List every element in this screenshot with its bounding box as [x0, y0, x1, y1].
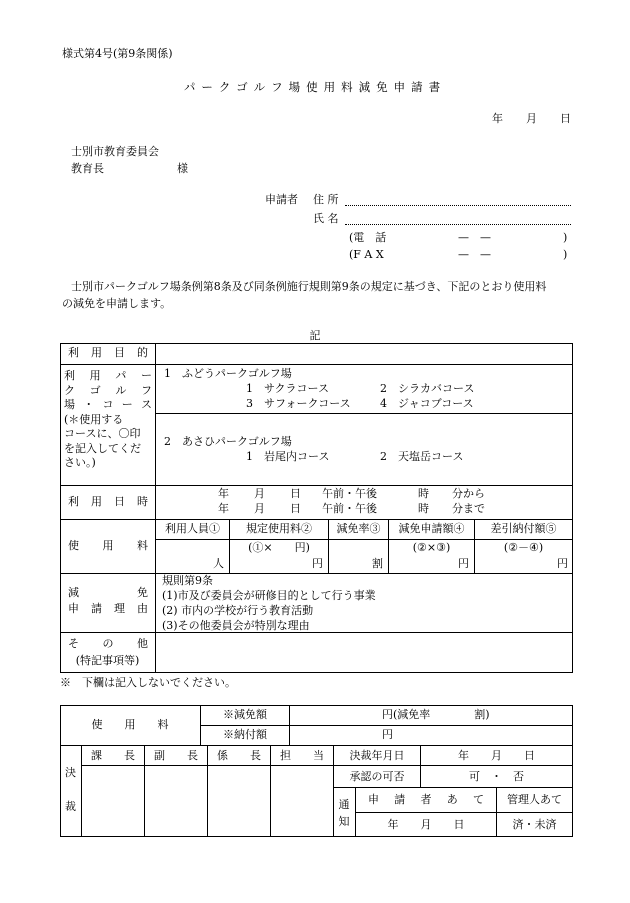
fee-unit-reduction: 円 [458, 557, 469, 570]
course-option-suffolk[interactable]: 3 サフォークコース [246, 397, 351, 410]
kessai-char-1: 決 [65, 766, 76, 779]
decision-date-value: 年 月 日 [458, 749, 535, 762]
purpose-label: 利 用 目 的 [68, 346, 148, 359]
addressee-org: 士別市教育委員会 [71, 145, 159, 158]
tel-close: ) [563, 231, 568, 244]
fee-header-reduction: 減免申請額④ [398, 522, 465, 535]
approval-value: 可 ・ 否 [469, 770, 524, 783]
position-fukucho: 副 長 [154, 749, 198, 762]
fee-header-payment: 差引納付額⑤ [490, 522, 557, 535]
addressee-person: 教育長 [71, 162, 104, 175]
reason-option-2[interactable]: (2) 市内の学校が行う教育活動 [162, 604, 314, 617]
dt-from-month: 月 [254, 487, 265, 500]
applicant-address-label: 住 所 [313, 193, 339, 206]
decision-date-label: 決裁年月日 [349, 749, 405, 762]
dt-from-hour: 時 [418, 487, 429, 500]
course-option-shirakaba[interactable]: 2 シラカバコース [380, 382, 475, 395]
reason-label-1: 減 免 [68, 586, 148, 599]
dt-to-min: 分まで [452, 502, 485, 515]
course-option-jacob[interactable]: 4 ジャコブコース [380, 397, 474, 410]
position-kakaricho: 係 長 [217, 749, 261, 762]
fee-unit-standard: 円 [312, 557, 323, 570]
applicant-name-label: 氏 名 [313, 212, 339, 225]
office-fee-label: 使 用 料 [91, 718, 169, 731]
reason-rule: 規則第9条 [162, 574, 213, 587]
course-option-teshiodake[interactable]: 2 天塩岳コース [380, 450, 464, 463]
notice-date: 年 月 日 [387, 818, 465, 831]
fee-header-persons: 利用人員① [165, 522, 220, 535]
reason-option-3[interactable]: (3)その他委員会が特別な理由 [162, 619, 310, 632]
reduction-amount-value: 円(減免率 割) [382, 708, 490, 721]
course-option-sakura[interactable]: 1 サクラコース [246, 382, 330, 395]
fee-unit-payment: 円 [557, 557, 568, 570]
fax-dash: — — [458, 248, 491, 261]
to-manager-label: 管理人あて [507, 793, 562, 806]
fudou-course-name: 1 ふどうパークゴルフ場 [164, 367, 292, 380]
kessai-char-2: 裁 [65, 800, 76, 813]
date-year: 年 [492, 112, 503, 125]
course-label-line: 利 用 パ ー [64, 369, 152, 382]
notice-char-1: 通 [338, 798, 350, 811]
date-month: 月 [526, 112, 537, 125]
payment-amount-value: 円 [382, 728, 393, 741]
page-title: パークゴルフ場使用料減免申請書 [183, 80, 447, 94]
course-option-iwaonai[interactable]: 1 岩尾内コース [246, 450, 330, 463]
fee-label: 使 用 料 [68, 539, 148, 552]
other-label-1: そ の 他 [68, 637, 148, 650]
datetime-label: 利 用 日 時 [68, 495, 148, 508]
ki-heading: 記 [309, 329, 321, 342]
course-label-line: ク ゴ ル フ [64, 383, 152, 397]
notice-char-2: 知 [338, 815, 350, 828]
dt-from-min: 分から [452, 487, 485, 500]
dt-from-year: 年 [218, 487, 229, 500]
fee-header-rate: 減免率③ [336, 522, 381, 535]
fee-unit-persons: 人 [213, 557, 224, 570]
dt-from-day: 日 [290, 487, 301, 500]
course-label [64, 369, 152, 471]
position-tanto: 担 当 [280, 749, 324, 762]
fee-formula-standard: (①× 円) [248, 541, 310, 554]
fax-close: ) [563, 248, 568, 261]
form-number: 様式第4号(第9条関係) [62, 47, 173, 60]
asahi-course-name: 2 あさひパークゴルフ場 [164, 435, 292, 448]
dt-to-month: 月 [254, 502, 265, 515]
address-field[interactable] [345, 205, 571, 206]
position-kacho: 課 長 [91, 749, 135, 762]
fee-unit-rate: 割 [372, 557, 383, 570]
dt-from-ampm[interactable]: 午前・午後 [322, 487, 377, 500]
fee-formula-payment: (②－④) [503, 541, 544, 554]
payment-amount-label: ※納付額 [223, 728, 267, 741]
reduction-amount-label: ※減免額 [223, 708, 267, 721]
dt-to-hour: 時 [418, 502, 429, 515]
purpose-field[interactable] [156, 345, 572, 363]
note: ※ 下欄は記入しないでください。 [60, 676, 236, 689]
dt-to-day: 日 [290, 502, 301, 515]
name-field[interactable] [345, 224, 571, 225]
course-label-line: 場 ・ コ ー ス [64, 398, 152, 411]
approval-label: 承認の可否 [349, 770, 405, 783]
to-applicant-label: 申 請 者 あ て [368, 793, 484, 806]
intro-line-2: の減免を申請します。 [62, 297, 172, 310]
dt-to-ampm[interactable]: 午前・午後 [322, 502, 377, 515]
date-day: 日 [560, 112, 571, 125]
tel-label: (電 話 [349, 231, 387, 244]
tel-dash: — — [458, 231, 491, 244]
addressee-honorific: 様 [177, 162, 188, 175]
dt-to-year: 年 [218, 502, 229, 515]
fax-label: (F A X [349, 248, 384, 261]
reason-option-1[interactable]: (1)市及び委員会が研修目的として行う事業 [162, 589, 376, 602]
course-label-line: を記入してくだ [64, 441, 141, 455]
notice-status: 済・未済 [512, 818, 557, 831]
course-label-line: コースに、〇印 [64, 427, 141, 440]
other-label-2: (特記事項等) [75, 654, 140, 667]
applicant-label: 申請者 [265, 193, 298, 206]
other-field[interactable] [156, 634, 572, 672]
reason-label-2: 申 請 理 由 [68, 602, 148, 615]
course-label-line: さい。) [64, 456, 96, 469]
intro-line-1: 士別市パークゴルフ場条例第8条及び同条例施行規則第9条の規定に基づき、下記のとおり使用料 [71, 280, 547, 293]
fee-header-standard: 規定使用料② [246, 522, 312, 535]
fee-formula-reduction: (②×③) [412, 541, 451, 554]
course-label-line: (＊使用する [64, 412, 124, 426]
